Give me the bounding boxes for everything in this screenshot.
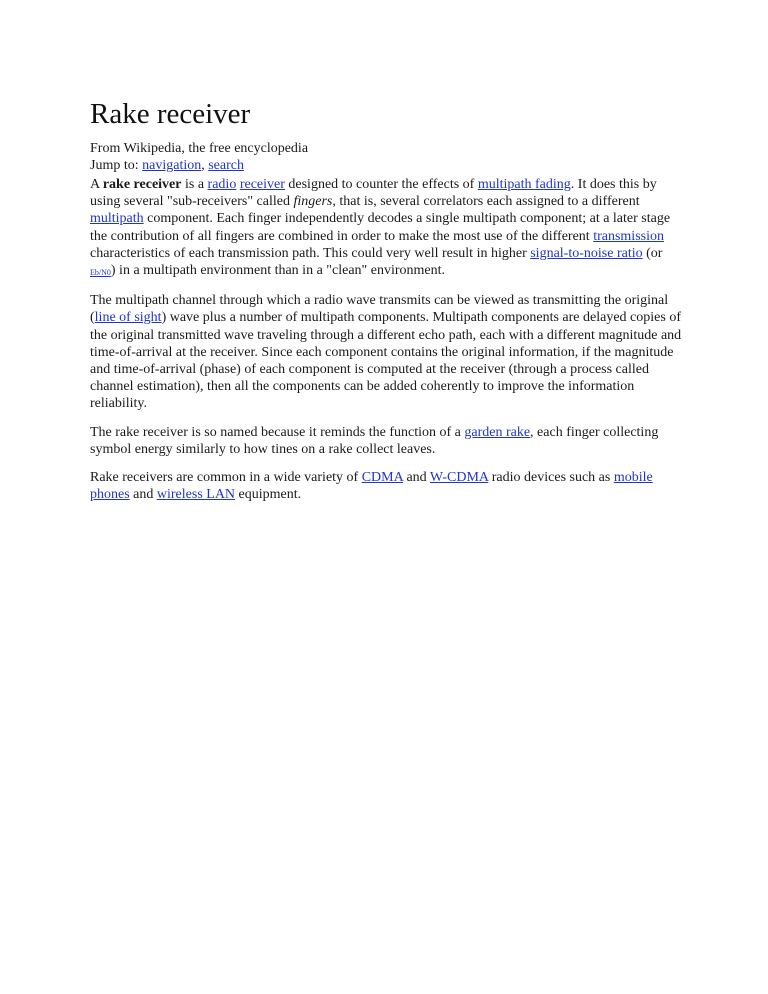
page-title: Rake receiver [90,98,251,130]
text-run: ) in a multipath environment than in a "clean" environment. [110,263,446,279]
site-subtitle: From Wikipedia, the free encyclopedia [90,141,309,156]
search-link[interactable]: search [208,158,244,173]
paragraph-intro [90,176,682,281]
link-garden-rake[interactable]: garden rake [464,424,531,440]
link-receiver[interactable]: receiver [239,177,285,192]
link-signal-to-noise-ratio[interactable]: signal-to-noise ratio [530,245,643,261]
jump-separator: , [201,158,209,173]
link-multipath-fading[interactable]: multipath fading [477,177,571,192]
link-radio[interactable]: radio [207,177,237,192]
article [90,96,682,503]
link-transmission[interactable]: transmission [593,228,664,244]
navigation-link[interactable]: navigation [142,158,202,173]
text-run: is a [181,177,208,192]
text-run: and [402,470,430,486]
italic-term: fingers [293,194,333,210]
text-run: Rake receivers are common in a wide variety of [90,470,362,486]
text-run: . It does this by using several "sub-receivers" called [90,177,657,210]
jump-to-label: Jump to: [90,158,143,173]
link-line-of-sight[interactable]: line of sight [94,310,162,326]
text-run: , that is, several correlators each assigned to a different [332,194,640,210]
text-run: A [90,177,103,192]
link-multipath[interactable]: multipath [90,211,144,227]
text-run: The rake receiver is so named because it reminds the function of a [90,424,465,440]
text-run: equipment. [235,487,302,503]
link-w-cdma[interactable]: W-CDMA [429,470,489,486]
jump-to-line [90,157,682,174]
link-eb-n0[interactable]: Eb/N0 [90,268,111,278]
text-run: (or [642,245,663,261]
paragraph-applications [90,469,682,503]
paragraph-multipath-channel [90,292,682,412]
text-run: designed to counter the effects of [284,177,478,192]
link-wireless-lan[interactable]: wireless LAN [156,487,236,503]
paragraph-name-origin [90,424,682,458]
text-run: radio devices such as [488,470,614,486]
text-run: component. Each finger independently decodes a single multipath component; at a later stage the contribution of all fingers are combined in order to make the most use of the different [90,211,671,244]
text-run: The multipath channel through which a radio wave transmits can be viewed as transmitting the original ( [90,293,669,326]
link-cdma[interactable]: CDMA [361,470,403,486]
text-run: and [129,487,157,503]
bold-term: rake receiver [102,177,182,192]
text-run: ) wave plus a number of multipath components. Multipath components are delayed copies of the original transmitted wave traveling through a different echo path, each with a different magnitude and time-of-arrival at the receiver. Since each component contains the original information, if the magnitude and time-of-arrival (phase) of each component is computed at the receiver (through a process called channel estimation), then all the components can be added coherently to improve the information reliability. [90,310,682,412]
link-mobile-phones[interactable]: mobile phones [90,470,653,503]
text-run: characteristics of each transmission path. This could very well result in higher [90,245,531,261]
text-run: , each finger collecting symbol energy similarly to how tines on a rake collect leaves. [90,424,659,457]
